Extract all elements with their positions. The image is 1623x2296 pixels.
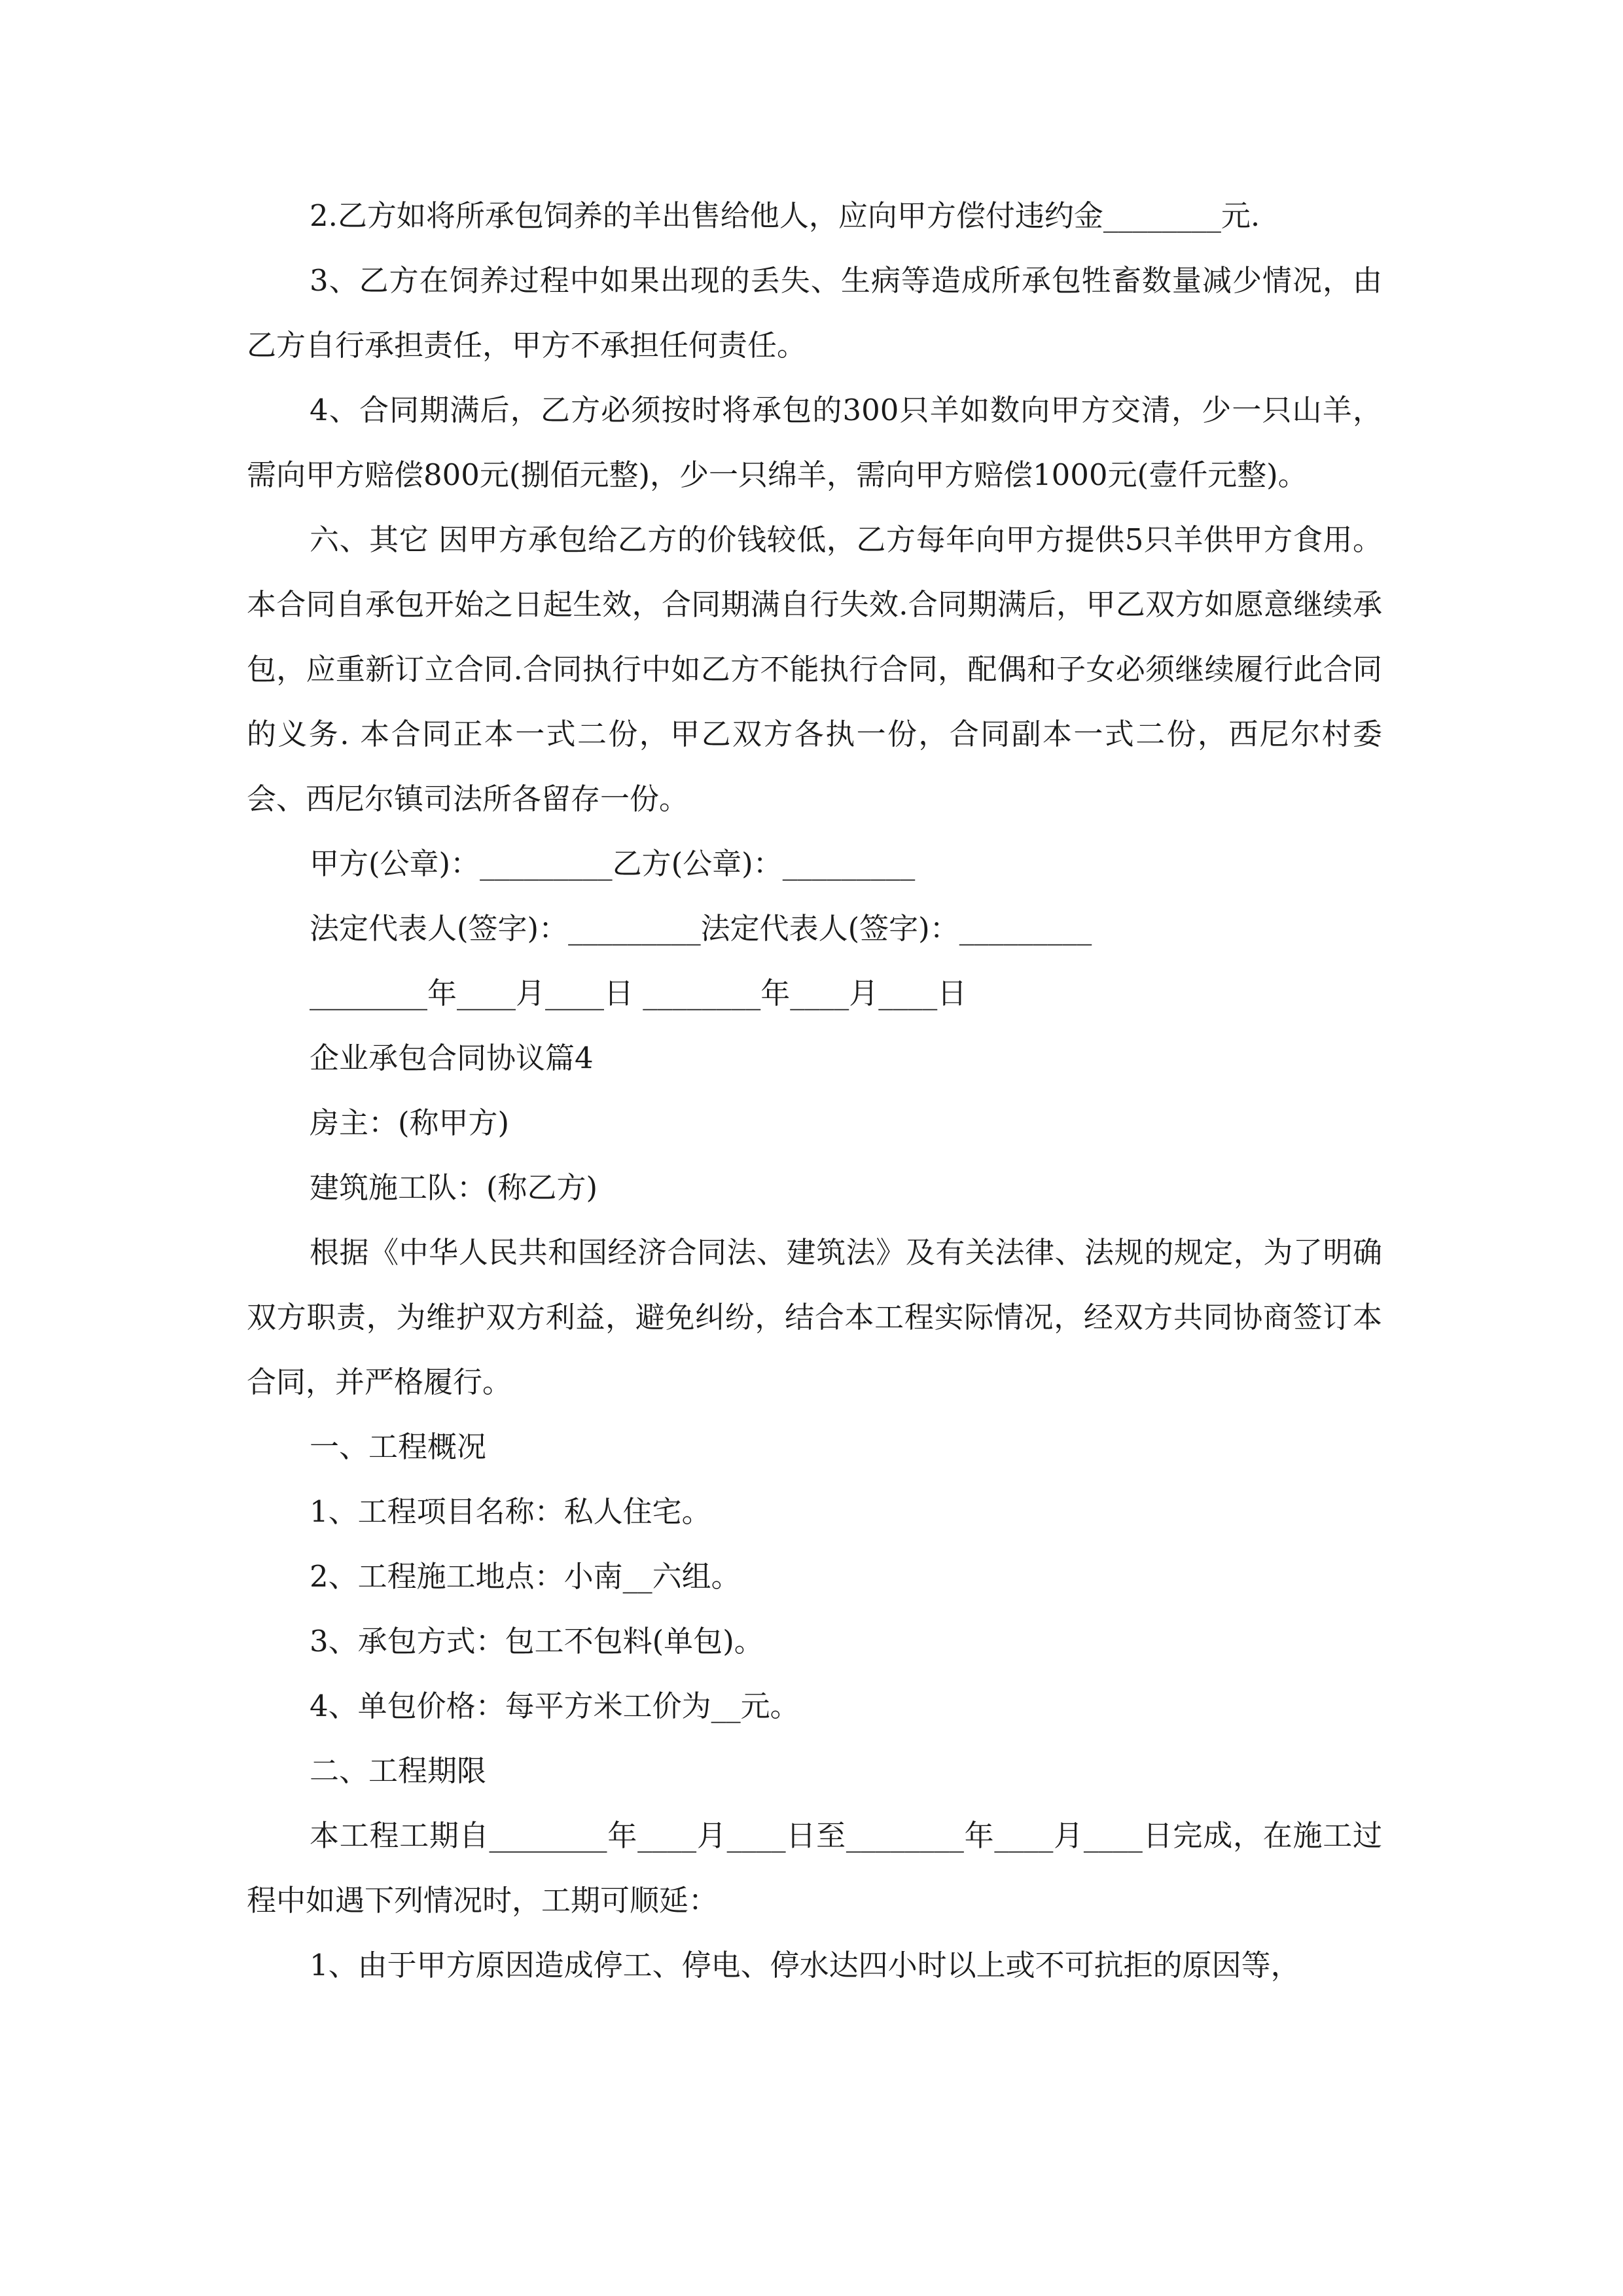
clause-4-return-sheep: 4、合同期满后，乙方必须按时将承包的300只羊如数向甲方交清，少一只山羊，需向甲方赔偿800元(捌佰元整)，少一只绵羊，需向甲方赔偿1000元(壹仟元整)。: [247, 393, 1382, 492]
heading-project-period: 二、工程期限: [310, 1753, 487, 1788]
heading-project-overview: 一、工程概况: [310, 1429, 487, 1464]
document-body: [247, 183, 1392, 1998]
delay-condition-1: 1、由于甲方原因造成停工、停电、停水达四小时以上或不可抗拒的原因等，: [310, 1948, 1300, 1982]
signature-seal-line: 甲方(公章)：_________乙方(公章)：_________: [310, 846, 916, 881]
signature-representative-line: 法定代表人(签字)：_________法定代表人(签字)：_________: [310, 911, 1092, 946]
period-statement: 本工程工期自________年____月____日至________年____月____日完成，在施工过程中如遇下列情况时，工期可顺延：: [247, 1818, 1382, 1918]
item-unit-price: 4、单包价格：每平方米工价为__元。: [310, 1689, 800, 1723]
preamble: 根据《中华人民共和国经济合同法、建筑法》及有关法律、法规的规定，为了明确双方职责，为维护双方利益，避免纠纷，结合本工程实际情况，经双方共同协商签订本合同，并严格履行。: [247, 1235, 1382, 1399]
party-construction-team: 建筑施工队：(称乙方): [310, 1170, 598, 1205]
item-project-name: 1、工程项目名称：私人住宅。: [310, 1494, 711, 1529]
signature-date-line: ________年____月____日 ________年____月____日: [310, 976, 967, 1011]
item-contract-method: 3、承包方式：包工不包料(单包)。: [310, 1624, 764, 1659]
clause-3-loss-responsibility: 3、乙方在饲养过程中如果出现的丢失、生病等造成所承包牲畜数量减少情况，由乙方自行承担责任，甲方不承担任何责任。: [247, 263, 1382, 363]
party-owner: 房主：(称甲方): [310, 1105, 510, 1140]
item-project-location: 2、工程施工地点：小南__六组。: [310, 1559, 741, 1594]
section-6-other: 六、其它 因甲方承包给乙方的价钱较低，乙方每年向甲方提供5只羊供甲方食用。 本合同自承包开始之日起生效，合同期满自行失效.合同期满后，甲乙双方如愿意继续承包，应重新订立合同.合同执行中如乙方不能执行合同，配偶和子女必须继续履行此合同的义务. 本合同正本一式二份，甲乙双方各执一份，合同副本一式二份，西尼尔村委会、西尼尔镇司法所各留存一份。: [247, 522, 1392, 816]
clause-2-penalty: 2.乙方如将所承包饲养的羊出售给他人，应向甲方偿付违约金________元.: [310, 198, 1260, 233]
section-title-4: 企业承包合同协议篇4: [310, 1041, 594, 1075]
